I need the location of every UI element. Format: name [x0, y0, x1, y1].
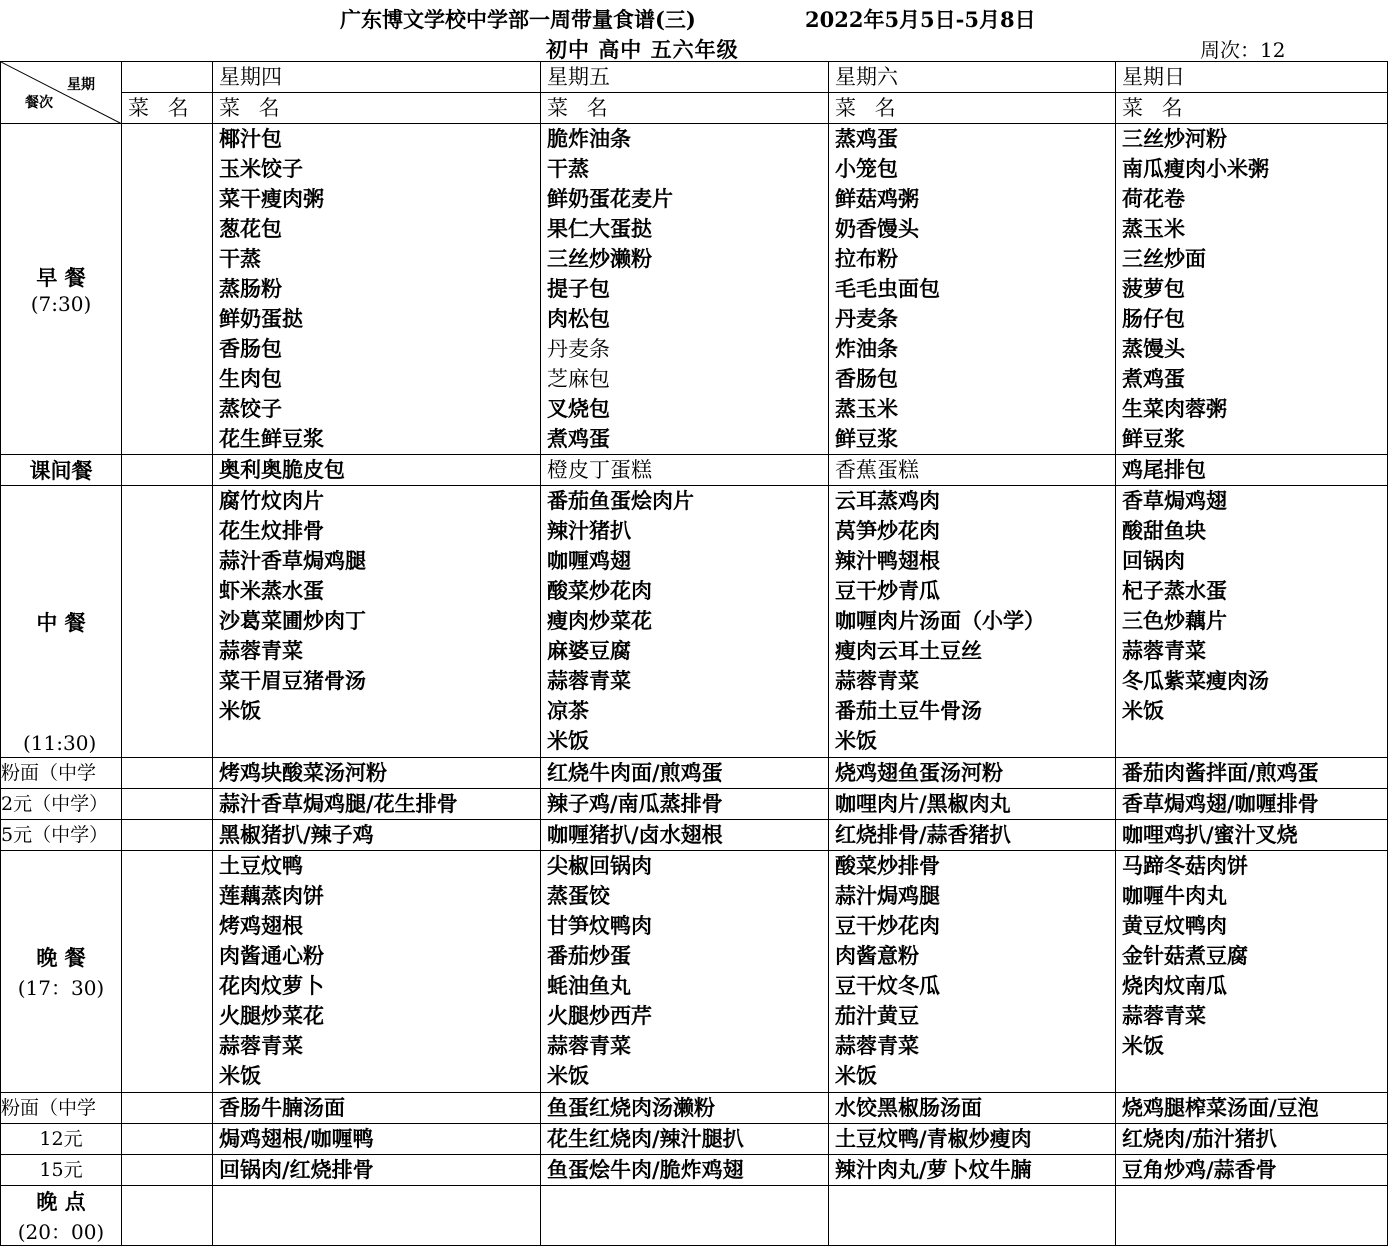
dish-item: 叉烧包 [547, 396, 610, 421]
dish-item: 米饭 [219, 698, 261, 723]
night-snack-saturday [829, 1186, 1116, 1246]
lunch-sunday [1116, 486, 1388, 758]
dish-item: 鲜豆浆 [1122, 426, 1185, 451]
day-header-friday: 星期五 [541, 62, 829, 93]
dish-item: 三丝炒面 [1122, 246, 1206, 271]
dish-item: 冬瓜紫菜瘦肉汤 [1122, 668, 1269, 693]
dish-item: 丹麦条 [835, 306, 898, 331]
lunch-15-row [1, 820, 1388, 851]
night-snack-label-cell [1, 1186, 122, 1246]
dish-item: 鲜奶蛋挞 [219, 306, 303, 331]
dish-item: 奶香馒头 [835, 216, 919, 241]
empty-cell [122, 820, 213, 851]
lunch-15-label: 5元（中学） [1, 820, 122, 851]
empty-cell [122, 789, 213, 820]
dish-item: 虾米蒸水蛋 [219, 578, 324, 603]
dinner-12-friday: 花生红烧肉/辣汁腿扒 [541, 1124, 829, 1155]
dish-item: 芝麻包 [547, 367, 610, 391]
dish-item: 豆干炒青瓜 [835, 578, 940, 603]
dish-item: 蒜蓉青菜 [219, 1033, 303, 1058]
dish-item: 香肠包 [835, 366, 898, 391]
dish-item: 火腿炒菜花 [219, 1003, 324, 1028]
dish-item: 酸菜炒排骨 [835, 853, 940, 878]
dish-item: 番茄鱼蛋烩肉片 [547, 488, 694, 513]
dish-item: 煮鸡蛋 [1122, 366, 1185, 391]
empty-cell [122, 486, 213, 758]
dish-item: 葱花包 [219, 216, 282, 241]
dish-name-label: 菜 名 [1116, 93, 1388, 124]
dinner-noodle-row [1, 1093, 1388, 1124]
dish-item: 米饭 [1122, 698, 1164, 723]
dinner-noodle-friday: 鱼蛋红烧肉汤濑粉 [541, 1093, 829, 1124]
dish-item: 米饭 [835, 1063, 877, 1088]
dish-item: 烤鸡翅根 [219, 913, 303, 938]
dish-item: 拉布粉 [835, 246, 898, 271]
dish-item: 生肉包 [219, 366, 282, 391]
breakfast-friday [541, 124, 829, 455]
dish-item: 米饭 [547, 1063, 589, 1088]
dish-name-header-row [1, 93, 1388, 124]
empty-cell [122, 1186, 213, 1246]
lunch-row [1, 486, 1388, 758]
lunch-12-friday: 辣子鸡/南瓜蒸排骨 [541, 789, 829, 820]
breakfast-sunday [1116, 124, 1388, 455]
snack-sunday: 鸡尾排包 [1116, 455, 1388, 486]
dish-item: 米饭 [547, 728, 589, 753]
dish-item: 尖椒回锅肉 [547, 853, 652, 878]
dish-item: 香草焗鸡翅 [1122, 488, 1227, 513]
dish-item: 玉米饺子 [219, 156, 303, 181]
dish-item: 火腿炒西芹 [547, 1003, 652, 1028]
dish-item: 腐竹炆肉片 [219, 488, 324, 513]
dish-item: 菠萝包 [1122, 276, 1185, 301]
night-snack-friday [541, 1186, 829, 1246]
snack-friday: 橙皮丁蛋糕 [541, 455, 829, 486]
lunch-label: 中 餐 [36, 609, 86, 635]
dish-item: 蒜蓉青菜 [547, 1033, 631, 1058]
lunch-15-saturday: 红烧排骨/蒜香猪扒 [829, 820, 1116, 851]
dish-item: 土豆炆鸭 [219, 853, 303, 878]
weekly-menu-table [0, 61, 1388, 1246]
night-snack-thursday [213, 1186, 541, 1246]
dish-item: 咖喱鸡翅 [547, 548, 631, 573]
dish-item: 蒸蛋饺 [547, 883, 610, 908]
dinner-12-label: 12元 [1, 1124, 122, 1155]
day-header-thursday: 星期四 [213, 62, 541, 93]
dinner-noodle-saturday: 水饺黑椒肠汤面 [829, 1093, 1116, 1124]
dish-item: 肠仔包 [1122, 306, 1185, 331]
lunch-noodle-thursday: 烤鸡块酸菜汤河粉 [213, 758, 541, 789]
night-snack-time: (20：00) [17, 1220, 105, 1244]
lunch-12-sunday: 香草焗鸡翅/咖喱排骨 [1116, 789, 1388, 820]
week-number: 周次：12 [1200, 38, 1286, 62]
dish-item: 蒜蓉青菜 [835, 668, 919, 693]
empty-cell [122, 455, 213, 486]
dish-item: 香肠包 [219, 336, 282, 361]
dish-item: 生菜肉蓉粥 [1122, 396, 1227, 421]
dish-item: 丹麦条 [547, 337, 610, 361]
dish-item: 麻婆豆腐 [547, 638, 631, 663]
dish-item: 鲜菇鸡粥 [835, 186, 919, 211]
dinner-thursday [213, 851, 541, 1093]
dinner-12-saturday: 土豆炆鸭/青椒炒瘦肉 [829, 1124, 1116, 1155]
dish-item: 蒸玉米 [1122, 216, 1185, 241]
breakfast-saturday [829, 124, 1116, 455]
dinner-sunday [1116, 851, 1388, 1093]
dish-name-label: 菜 名 [213, 93, 541, 124]
lunch-label-cell [1, 486, 122, 758]
dish-item: 肉酱通心粉 [219, 943, 324, 968]
dish-item: 马蹄冬菇肉饼 [1122, 853, 1248, 878]
dish-item: 小笼包 [835, 156, 898, 181]
dish-item: 金针菇煮豆腐 [1122, 943, 1248, 968]
empty-cell [122, 851, 213, 1093]
dish-item: 毛毛虫面包 [835, 276, 940, 301]
dish-item: 蒸玉米 [835, 396, 898, 421]
dish-item: 三丝炒濑粉 [547, 246, 652, 271]
dish-item: 辣汁猪扒 [547, 518, 631, 543]
dish-item: 蒸馒头 [1122, 336, 1185, 361]
dinner-noodle-thursday: 香肠牛腩汤面 [213, 1093, 541, 1124]
empty-header-cell [122, 62, 213, 93]
lunch-15-sunday: 咖哩鸡扒/蜜汁叉烧 [1116, 820, 1388, 851]
dish-item: 杞子蒸水蛋 [1122, 578, 1227, 603]
lunch-12-row [1, 789, 1388, 820]
date-range: 2022年5月5日-5月8日 [805, 7, 1036, 32]
dish-item: 荷花卷 [1122, 186, 1185, 211]
empty-cell [122, 124, 213, 455]
dish-item: 蒸鸡蛋 [835, 126, 898, 151]
dish-item: 米饭 [835, 728, 877, 753]
dish-item: 菜干瘦肉粥 [219, 186, 324, 211]
lunch-friday [541, 486, 829, 758]
dish-item: 番茄土豆牛骨汤 [835, 698, 982, 723]
breakfast-row [1, 124, 1388, 455]
lunch-thursday [213, 486, 541, 758]
dish-item: 蚝油鱼丸 [547, 973, 631, 998]
dinner-noodle-label: 粉面（中学 [1, 1093, 122, 1124]
dinner-15-label: 15元 [1, 1155, 122, 1186]
dish-item: 米饭 [1122, 1033, 1164, 1058]
dish-name-label: 菜 名 [829, 93, 1116, 124]
dinner-12-sunday: 红烧肉/茄汁猪扒 [1116, 1124, 1388, 1155]
grade-levels: 初中 高中 五六年级 [546, 37, 739, 62]
dinner-15-thursday: 回锅肉/红烧排骨 [213, 1155, 541, 1186]
dinner-label: 晚 餐 [36, 945, 86, 970]
dinner-time: (17：30) [17, 976, 105, 1000]
dinner-saturday [829, 851, 1116, 1093]
corner-label-meal: 餐次 [25, 95, 53, 111]
dish-item: 鲜奶蛋花麦片 [547, 186, 673, 211]
dish-item: 蒸饺子 [219, 396, 282, 421]
dish-item: 椰汁包 [219, 126, 282, 151]
dish-item: 鲜豆浆 [835, 426, 898, 451]
dish-item: 菜干眉豆猪骨汤 [219, 668, 366, 693]
dinner-row [1, 851, 1388, 1093]
dish-item: 蒜蓉青菜 [1122, 1003, 1206, 1028]
lunch-time: (11:30) [23, 731, 97, 755]
dish-item: 干蒸 [219, 246, 261, 271]
dish-item: 瘦肉云耳土豆丝 [835, 638, 982, 663]
day-header-sunday: 星期日 [1116, 62, 1388, 93]
dish-item: 花生鲜豆浆 [219, 426, 324, 451]
empty-cell [122, 1124, 213, 1155]
dish-item: 酸甜鱼块 [1122, 518, 1206, 543]
corner-cell [1, 62, 122, 124]
empty-cell [122, 1155, 213, 1186]
dish-item: 干蒸 [547, 156, 589, 181]
dish-item: 辣汁鸭翅根 [835, 548, 940, 573]
dish-item: 南瓜瘦肉小米粥 [1122, 156, 1269, 181]
dish-item: 三丝炒河粉 [1122, 126, 1227, 151]
lunch-12-label: 2元（中学） [1, 789, 122, 820]
dish-item: 云耳蒸鸡肉 [835, 488, 940, 513]
breakfast-label: 早 餐 [36, 265, 86, 290]
dish-item: 蒜汁香草焗鸡腿 [219, 548, 366, 573]
dish-item: 瘦肉炒菜花 [547, 608, 652, 633]
lunch-15-friday: 咖喱猪扒/卤水翅根 [541, 820, 829, 851]
breakfast-time: (7:30) [30, 292, 92, 316]
dish-item: 米饭 [219, 1063, 261, 1088]
dish-item: 咖喱肉片汤面（小学） [835, 608, 1045, 633]
dish-item: 煮鸡蛋 [547, 426, 610, 451]
dish-item: 蒜汁焗鸡腿 [835, 883, 940, 908]
dish-item: 凉茶 [547, 698, 589, 723]
dish-item: 酸菜炒花肉 [547, 578, 652, 603]
dish-item: 黄豆炆鸭肉 [1122, 913, 1227, 938]
lunch-noodle-friday: 红烧牛肉面/煎鸡蛋 [541, 758, 829, 789]
dish-item: 花生炆排骨 [219, 518, 324, 543]
lunch-saturday [829, 486, 1116, 758]
lunch-15-thursday: 黑椒猪扒/辣子鸡 [213, 820, 541, 851]
night-snack-row [1, 1186, 1388, 1246]
empty-cell [122, 758, 213, 789]
snack-label: 课间餐 [1, 455, 122, 486]
menu-title: 广东博文学校中学部一周带量食谱(三) [340, 7, 696, 32]
dinner-15-sunday: 豆角炒鸡/蒜香骨 [1116, 1155, 1388, 1186]
night-snack-sunday [1116, 1186, 1388, 1246]
dish-item: 番茄炒蛋 [547, 943, 631, 968]
dish-item: 提子包 [547, 276, 610, 301]
dish-item: 豆干炒花肉 [835, 913, 940, 938]
dish-item: 豆干炆冬瓜 [835, 973, 940, 998]
dish-item: 蒜蓉青菜 [1122, 638, 1206, 663]
dinner-15-friday: 鱼蛋烩牛肉/脆炸鸡翅 [541, 1155, 829, 1186]
lunch-noodle-row [1, 758, 1388, 789]
dish-item: 三色炒藕片 [1122, 608, 1227, 633]
dish-item: 莲藕蒸肉饼 [219, 883, 324, 908]
dish-item: 肉松包 [547, 306, 610, 331]
empty-cell [122, 1093, 213, 1124]
dish-item: 果仁大蛋挞 [547, 216, 652, 241]
dish-item: 肉酱意粉 [835, 943, 919, 968]
dinner-noodle-sunday: 烧鸡腿榨菜汤面/豆泡 [1116, 1093, 1388, 1124]
dinner-12-thursday: 焗鸡翅根/咖喱鸭 [213, 1124, 541, 1155]
dinner-12-row [1, 1124, 1388, 1155]
night-snack-label: 晚 点 [36, 1189, 86, 1214]
dish-name-label: 菜 名 [541, 93, 829, 124]
dish-item: 蒜蓉青菜 [547, 668, 631, 693]
dinner-label-cell [1, 851, 122, 1093]
dish-item: 咖喱牛肉丸 [1122, 883, 1227, 908]
lunch-noodle-saturday: 烧鸡翅鱼蛋汤河粉 [829, 758, 1116, 789]
snack-saturday: 香蕉蛋糕 [829, 455, 1116, 486]
dish-item: 沙葛菜圃炒肉丁 [219, 608, 366, 633]
lunch-noodle-label: 粉面（中学 [1, 758, 122, 789]
dish-item: 茄汁黄豆 [835, 1003, 919, 1028]
menu-title-bar [0, 4, 1388, 32]
dish-item: 烧肉炆南瓜 [1122, 973, 1227, 998]
snack-thursday: 奥利奥脆皮包 [213, 455, 541, 486]
dish-item: 蒸肠粉 [219, 276, 282, 301]
dish-item: 蒜蓉青菜 [219, 638, 303, 663]
dish-item: 蒜蓉青菜 [835, 1033, 919, 1058]
day-header-row [1, 62, 1388, 93]
dish-item: 花肉炆萝卜 [219, 973, 324, 998]
dish-item: 莴笋炒花肉 [835, 518, 940, 543]
lunch-noodle-sunday: 番茄肉酱拌面/煎鸡蛋 [1116, 758, 1388, 789]
dish-name-label: 菜 名 [122, 93, 213, 124]
dinner-15-row [1, 1155, 1388, 1186]
breakfast-thursday [213, 124, 541, 455]
dish-item: 炸油条 [835, 336, 898, 361]
dish-item: 回锅肉 [1122, 548, 1185, 573]
dinner-friday [541, 851, 829, 1093]
dish-item: 脆炸油条 [547, 126, 631, 151]
dinner-15-saturday: 辣汁肉丸/萝卜炆牛腩 [829, 1155, 1116, 1186]
dish-item: 甘笋炆鸭肉 [547, 913, 652, 938]
day-header-saturday: 星期六 [829, 62, 1116, 93]
corner-label-day: 星期 [67, 77, 95, 93]
breakfast-label-cell [1, 124, 122, 455]
lunch-12-thursday: 蒜汁香草焗鸡腿/花生排骨 [213, 789, 541, 820]
snack-row [1, 455, 1388, 486]
lunch-12-saturday: 咖哩肉片/黑椒肉丸 [829, 789, 1116, 820]
diagonal-divider [1, 62, 122, 124]
